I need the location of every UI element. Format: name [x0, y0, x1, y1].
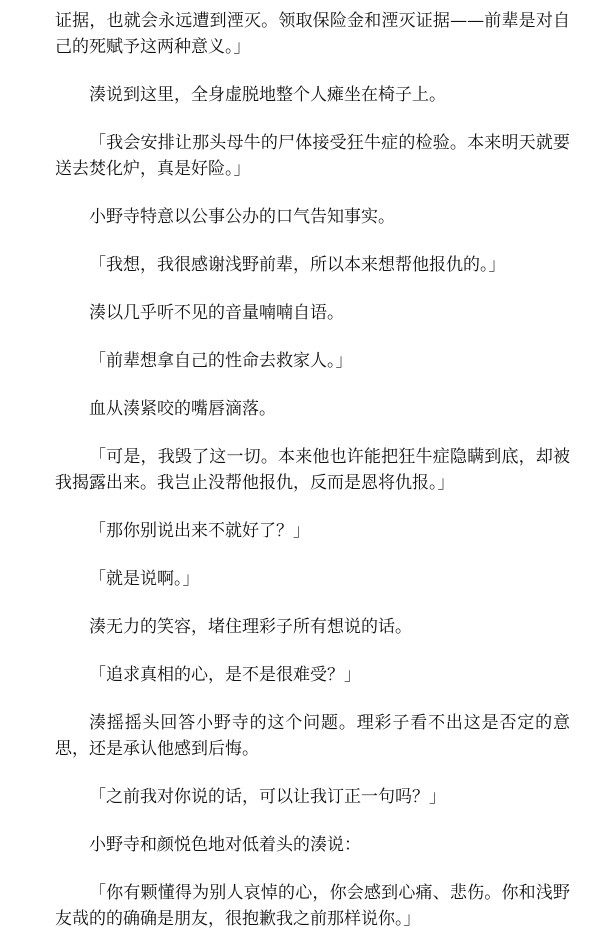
paragraph-11: 「就是说啊。」: [89, 569, 200, 589]
paragraph-10: 「那你别说出来不就好了？」: [89, 521, 310, 541]
document-page: [55, 0, 570, 929]
paragraph-5: 「我想，我很感谢浅野前辈，所以本来想帮他报仇的。」: [89, 255, 506, 275]
paragraph-17: 「你有颗懂得为别人哀悼的心，你会感到心痛、悲伤。你和浅野友哉的的确确是朋友，很抱歉我之前那样说你。」: [55, 883, 570, 929]
paragraph-3: 「我会安排让那头母牛的尸体接受狂牛症的检验。本来明天就要送去焚化炉，真是好险。」: [55, 133, 570, 179]
paragraph-8: 血从湊紧咬的嘴唇滴落。: [89, 399, 276, 419]
paragraph-13: 「追求真相的心，是不是很难受？」: [89, 665, 361, 685]
paragraph-15: 「之前我对你说的话，可以让我订正一句吗？」: [89, 787, 446, 807]
paragraph-6: 湊以几乎听不见的音量喃喃自语。: [89, 303, 344, 323]
paragraph-12: 湊无力的笑容，堵住理彩子所有想说的话。: [89, 617, 412, 637]
paragraph-16: 小野寺和颜悦色地对低着头的湊说：: [89, 835, 361, 855]
paragraph-2: 湊说到这里，全身虚脱地整个人瘫坐在椅子上。: [89, 85, 446, 105]
paragraph-7: 「前辈想拿自己的性命去救家人。」: [89, 351, 353, 371]
paragraph-9: 「可是，我毁了这一切。本来他也许能把狂牛症隐瞒到底，却被我揭露出来。我岂止没帮他报仇，反而是恩将仇报。」: [55, 447, 570, 493]
paragraph-4: 小野寺特意以公事公办的口气告知事实。: [89, 207, 395, 227]
paragraph-1: 证据，也就会永远遭到湮灭。领取保险金和湮灭证据——前辈是对自己的死赋予这两种意义。」: [55, 11, 570, 57]
paragraph-14: 湊摇摇头回答小野寺的这个问题。理彩子看不出这是否定的意思，还是承认他感到后悔。: [55, 713, 570, 759]
